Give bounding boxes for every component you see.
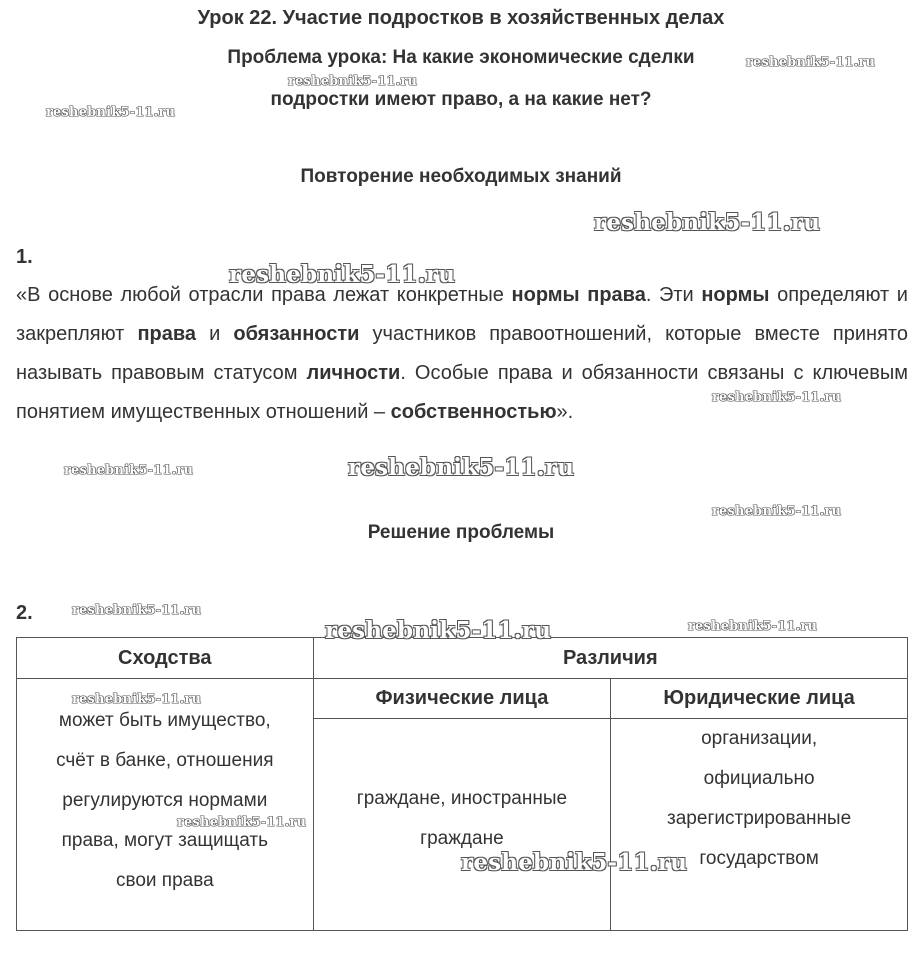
watermark-text: reshebnik5-11.ru: [288, 74, 418, 89]
watermark-text: reshebnik5-11.ru: [46, 105, 176, 120]
lesson-problem-line1: Проблема урока: На какие экономические сделки: [227, 47, 695, 68]
legal-line: зарегистрированные: [667, 808, 852, 829]
task1-quote: [16, 276, 908, 432]
watermark-text: reshebnik5-11.ru: [64, 463, 194, 478]
quote-bold: личности: [306, 362, 401, 384]
legal-line: государством: [699, 848, 819, 869]
watermark-text: reshebnik5-11.ru: [712, 504, 842, 519]
watermark-text: reshebnik5-11.ru: [348, 454, 575, 481]
watermark-text: reshebnik5-11.ru: [325, 617, 552, 644]
task2-number: 2.: [16, 602, 33, 624]
quote-text: определяют и закрепляют: [16, 284, 908, 345]
legal-line: официально: [703, 768, 815, 789]
similarities-line: счёт в банке, отношения: [56, 750, 274, 771]
quote-bold: обязанности: [233, 323, 360, 345]
watermark-text: reshebnik5-11.ru: [72, 603, 202, 618]
header-legal-entities: Юридические лица: [611, 679, 908, 719]
quote-text: ».: [556, 401, 574, 423]
similarities-line: свои права: [115, 870, 214, 891]
quote-text: . Эти: [645, 284, 702, 306]
quote-bold: нормы: [701, 284, 770, 306]
quote-text: участников правоотношений, которые вместе принято называть правовым статусом: [16, 323, 908, 384]
watermark-text: reshebnik5-11.ru: [746, 55, 876, 70]
legal-entities-cell: [611, 719, 908, 931]
comparison-table: [16, 637, 908, 931]
lesson-problem-line2: подростки имеют право, а на какие нет?: [270, 89, 652, 110]
similarities-line: права, могут защищать: [61, 830, 268, 851]
legal-line: организации,: [701, 728, 818, 749]
watermark-text: reshebnik5-11.ru: [594, 209, 821, 236]
watermark-text: reshebnik5-11.ru: [712, 390, 842, 405]
individuals-cell: [313, 719, 611, 931]
watermark-text: reshebnik5-11.ru: [461, 849, 688, 876]
quote-text: «В основе любой отрасли права лежат конкретные: [16, 284, 512, 306]
similarities-line: может быть имущество,: [58, 710, 271, 731]
individuals-line: граждане: [420, 828, 504, 849]
watermark-text: reshebnik5-11.ru: [229, 261, 456, 288]
quote-text: . Особые права и обязанности связаны с ключевым понятием имущественных отношений –: [16, 362, 908, 423]
section-solution-heading: Решение проблемы: [367, 522, 555, 543]
quote-bold: нормы права: [511, 284, 646, 306]
similarities-cell: [17, 679, 314, 931]
header-similarities: Сходства: [17, 638, 314, 679]
quote-text: и: [196, 323, 234, 345]
individuals-line: граждане, иностранные: [356, 788, 568, 809]
section-review-heading: Повторение необходимых знаний: [300, 166, 622, 187]
similarities-line: регулируются нормами: [62, 790, 268, 811]
header-individuals: Физические лица: [313, 679, 611, 719]
watermark-text: reshebnik5-11.ru: [177, 815, 307, 830]
watermark-text: reshebnik5-11.ru: [688, 619, 818, 634]
header-differences: Различия: [313, 638, 907, 679]
watermark-text: reshebnik5-11.ru: [72, 692, 202, 707]
lesson-title: Урок 22. Участие подростков в хозяйственных делах: [197, 7, 725, 29]
task1-number: 1.: [16, 246, 33, 268]
quote-bold: собственностью: [390, 401, 557, 423]
quote-bold: права: [137, 323, 197, 345]
